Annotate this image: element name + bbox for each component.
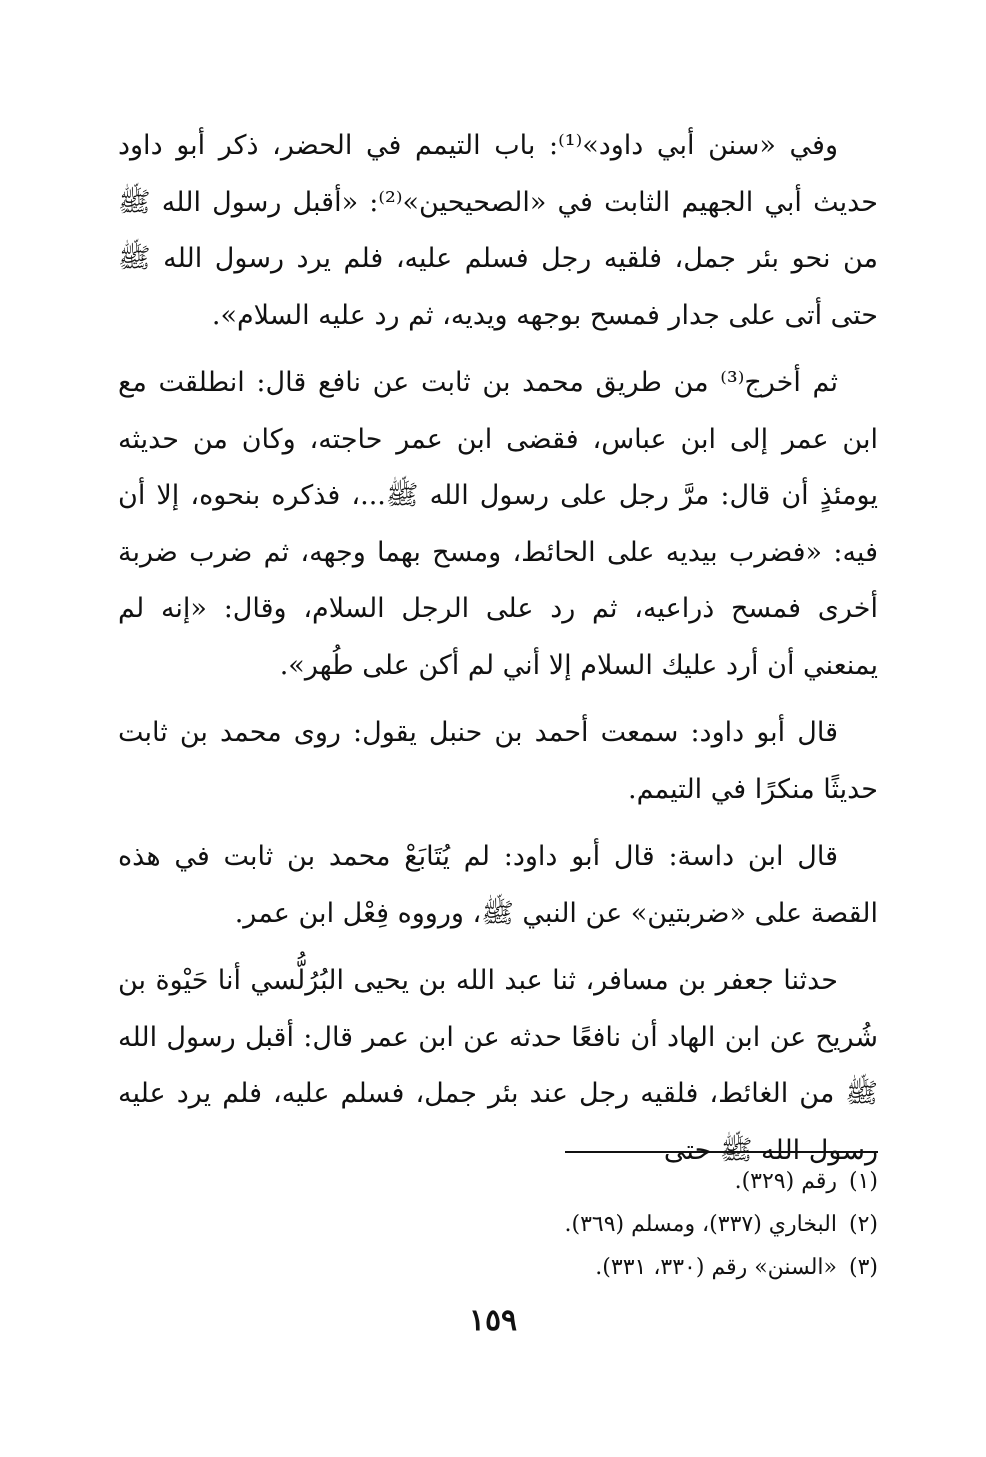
paragraph-muhammad-bin-thabit-narration: ثم أخرج⁽³⁾ من طريق محمد بن ثابت عن نافع قال: انطلقت مع ابن عمر إلى ابن عباس، فقضى ابن عمر حاجته، وكان من حديثه يومئذٍ أن قال: مرَّ رجل على رسول الله ﷺ...، فذكره بنحوه، إلا أن فيه: «فضرب بيديه على الحائط، ومسح بهما وجهه، ثم ضرب ضربة أخرى فمسح ذراعيه، ثم رد على الرجل السلام، وقال: «إنه لم يمنعني أن أرد عليك السلام إلا أني لم أكن على طُهر». (118, 367, 878, 681)
footnote-2 (378, 1203, 878, 1246)
footnote-text: «السنن» رقم (٣٣٠، ٣٣١). (595, 1255, 837, 1280)
footnote-1 (378, 1160, 878, 1203)
footnote-marker: (٣) (848, 1255, 878, 1280)
footnote-marker: (٢) (848, 1212, 878, 1237)
footnote-text: رقم (٣٢٩). (734, 1169, 837, 1194)
paragraph-ahmad-bin-hanbal: قال أبو داود: سمعت أحمد بن حنبل يقول: روى محمد بن ثابت حديثًا منكرًا في التيمم. (118, 717, 878, 805)
footnotes (378, 1160, 878, 1289)
paragraph-jafar-bin-musafir: حدثنا جعفر بن مسافر، ثنا عبد الله بن يحيى البُرُلُّسي أنا حَيْوة بن شُريح عن ابن الهاد أن نافعًا حدثه عن ابن عمر قال: أقبل رسول الله ﷺ من الغائط، فلقيه رجل عند بئر جمل، فسلم عليه، فلم يرد عليه رسول الله ﷺ حتى (118, 965, 878, 1166)
paragraph-ibn-dasa: قال ابن داسة: قال أبو داود: لم يُتَابَعْ محمد بن ثابت في هذه القصة على «ضربتين» عن النبي ﷺ، ورووه فِعْل ابن عمر. (118, 841, 878, 929)
page-number: ١٥٩ (468, 1303, 518, 1338)
footnote-3 (378, 1246, 878, 1289)
paragraph-sunan-abi-dawud: وفي «سنن أبي داود»⁽¹⁾: باب التيمم في الحضر، ذكر أبو داود حديث أبي الجهيم الثابت في «الصحيحين»⁽²⁾: «أقبل رسول الله ﷺ من نحو بئر جمل، فلقيه رجل فسلم عليه، فلم يرد رسول الله ﷺ حتى أتى على جدار فمسح بوجهه ويديه، ثم رد عليه السلام». (118, 130, 878, 331)
main-text (118, 118, 878, 1179)
footnote-divider (565, 1151, 878, 1153)
footnote-text: البخاري (٣٣٧)، ومسلم (٣٦٩). (564, 1212, 837, 1237)
footnote-marker: (١) (848, 1169, 878, 1194)
